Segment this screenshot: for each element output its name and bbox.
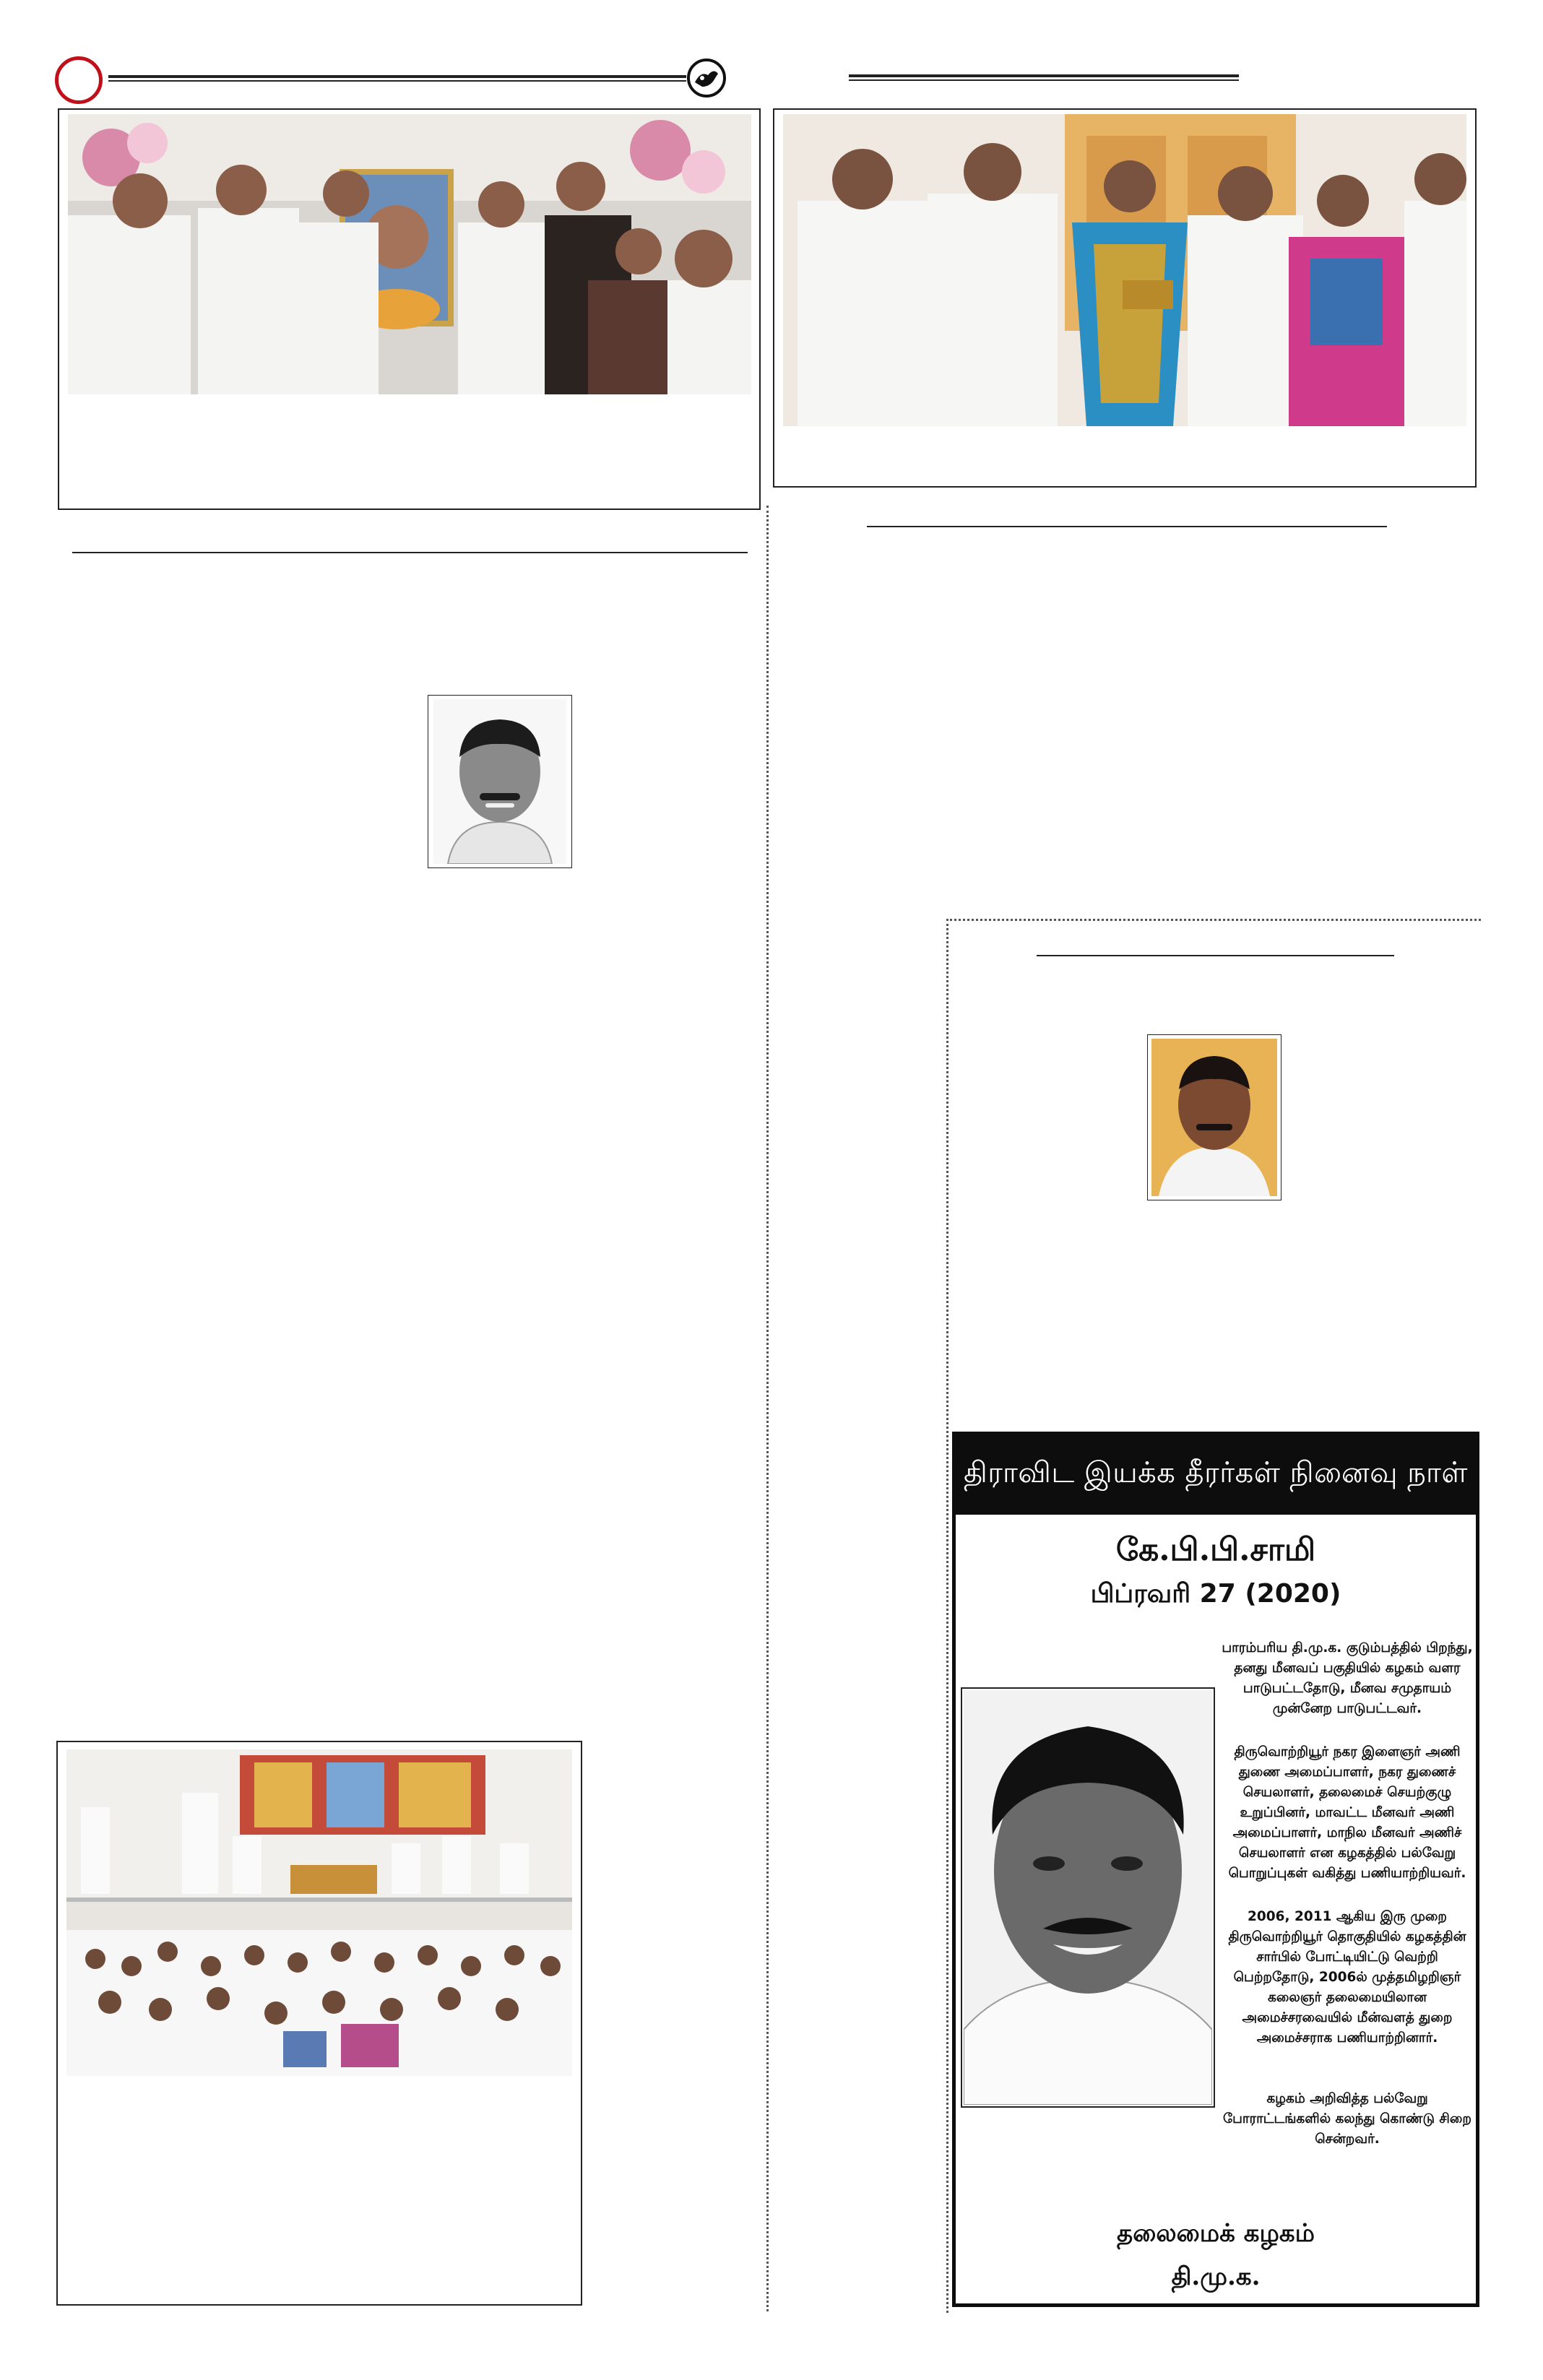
tribute-footer-party: தி.மு.க. [1171, 2262, 1261, 2291]
column-divider [766, 506, 769, 2311]
tribute-date: பிப்ரவரி 27 (2020) [1090, 1579, 1341, 1609]
rising-sun-emblem-icon [686, 58, 727, 98]
ad-divider-top [946, 919, 1481, 921]
photo-tribute-gathering [68, 114, 751, 394]
masthead-rule-left [108, 75, 686, 78]
article-rule-right [867, 526, 1387, 527]
article-rule-inner-right [1037, 955, 1394, 956]
masthead-rule-left-thin [108, 80, 686, 82]
tribute-title: திராவிட இயக்க தீரர்கள் நினைவு நாள் [955, 1434, 1477, 1515]
article-rule-left [72, 552, 748, 553]
tribute-portrait-photo [964, 1690, 1212, 2105]
page-number-badge [55, 56, 103, 104]
tribute-person-name: கே.பி.பி.சாமி [1115, 1531, 1316, 1568]
tribute-bio-paragraph-4: கழகம் அறிவித்த பல்வேறு போராட்டங்களில் கலந்து கொண்டு சிறை சென்றவர். [1222, 2091, 1472, 2147]
photo-felicitation [783, 114, 1466, 426]
tribute-bio-paragraph-3: 2006, 2011 ஆகிய இரு முறை திருவொற்றியூர் தொகுதியில் கழகத்தின் சார்பில் போட்டியிட்டு வெற்றி பெற்றதோடு, 2006ல் முத்தமிழறிஞர் கலைஞர் தலைமையிலான அமைச்சரவையில் மீன்வளத் துறை அமைச்சராக பணியாற்றினார். [1228, 1909, 1466, 2046]
tribute-footer-org: தலைமைக் கழகம் [1117, 2219, 1315, 2248]
tribute-bio-paragraph-1: பாரம்பரிய தி.மு.க. குடும்பத்தில் பிறந்து, தனது மீனவப் பகுதியில் கழகம் வளர பாடுபட்டதோடு, மீனவ சமுதாயம் முன்னேற பாடுபட்டவர். [1222, 1640, 1473, 1716]
portrait-color-photo [1151, 1039, 1277, 1196]
ad-divider-left [946, 919, 948, 2313]
masthead-rule-right-thin [849, 79, 1239, 81]
portrait-bw-photo [433, 699, 566, 864]
tribute-bio-paragraph-2: திருவொற்றியூர் நகர இளைஞர் அணி துணை அமைப்பாளர், நகர துணைச் செயலாளர், தலைமைச் செயற்குழு உறுப்பினர், மாவட்ட மீனவர் அணி அமைப்பாளர், மாநில மீனவர் அணிச் செயலாளர் என கழகத்தில் பல்வேறு பொறுப்புகள் வகித்து பணியாற்றியவர். [1228, 1744, 1466, 1881]
photo-party-meeting [66, 1749, 572, 2076]
masthead-rule-right [849, 74, 1239, 77]
